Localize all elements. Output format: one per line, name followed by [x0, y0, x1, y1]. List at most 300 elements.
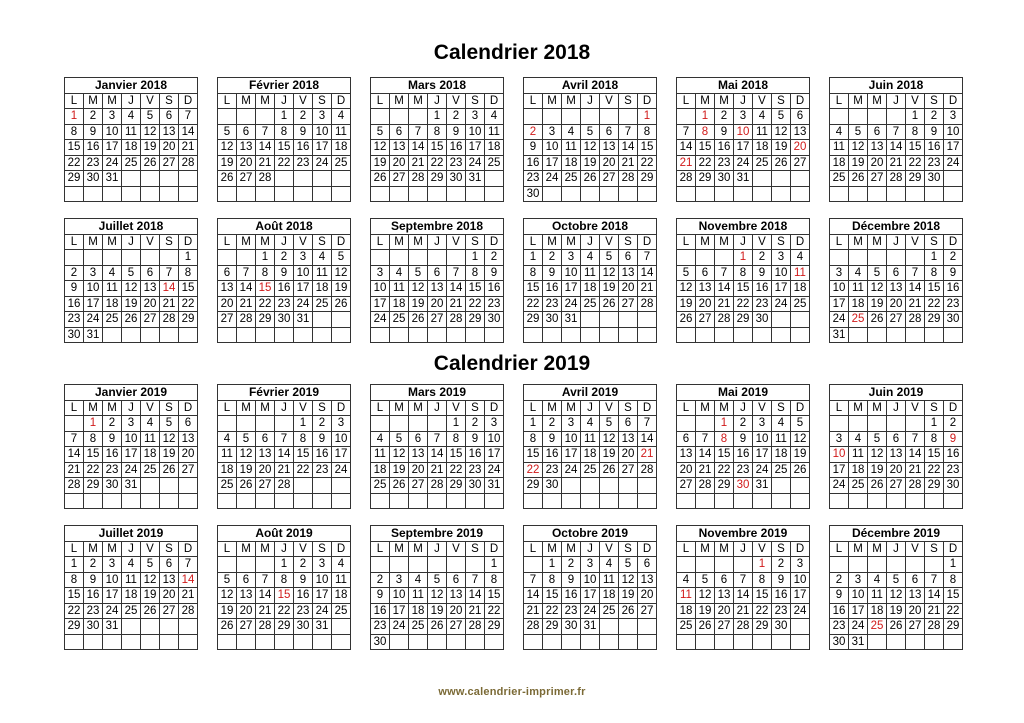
- day-cell: 19: [868, 462, 887, 478]
- day-cell: 11: [485, 124, 504, 140]
- day-cell: 11: [409, 588, 428, 604]
- day-cell: 24: [294, 296, 313, 312]
- day-cell: 3: [103, 109, 122, 125]
- weekday-header: M: [390, 234, 409, 250]
- weekday-header: S: [925, 400, 944, 416]
- day-cell: 17: [313, 140, 332, 156]
- day-cell: [619, 619, 638, 635]
- weekday-header: M: [237, 93, 256, 109]
- day-cell: 25: [600, 603, 619, 619]
- day-cell: 22: [275, 603, 294, 619]
- day-cell: 25: [103, 312, 122, 328]
- day-cell: 25: [849, 478, 868, 494]
- day-cell: [390, 416, 409, 432]
- day-cell: [409, 186, 428, 202]
- day-cell: 16: [65, 296, 84, 312]
- day-cell: 24: [944, 155, 963, 171]
- day-cell: [868, 250, 887, 266]
- day-cell: [734, 327, 753, 343]
- day-cell: 31: [466, 171, 485, 187]
- day-cell: [371, 416, 390, 432]
- weekday-header: V: [906, 541, 925, 557]
- day-cell: 23: [524, 171, 543, 187]
- day-cell: 16: [485, 281, 504, 297]
- month-2018-4: [523, 77, 657, 202]
- day-cell: [65, 493, 84, 509]
- day-cell: [600, 327, 619, 343]
- weekday-header: M: [84, 93, 103, 109]
- weekday-header: S: [772, 541, 791, 557]
- day-cell: 6: [447, 572, 466, 588]
- weekday-header: M: [103, 234, 122, 250]
- day-cell: 12: [772, 124, 791, 140]
- day-cell: 3: [772, 250, 791, 266]
- day-cell: 12: [122, 281, 141, 297]
- day-cell: 25: [371, 478, 390, 494]
- weekday-header: D: [485, 93, 504, 109]
- weekday-header: L: [524, 234, 543, 250]
- day-cell: [543, 493, 562, 509]
- day-cell: 9: [944, 431, 963, 447]
- day-cell: 27: [887, 312, 906, 328]
- day-cell: 22: [524, 462, 543, 478]
- day-cell: [638, 493, 657, 509]
- day-cell: 5: [218, 572, 237, 588]
- day-cell: 24: [830, 478, 849, 494]
- day-cell: 25: [141, 462, 160, 478]
- weekday-header: L: [65, 234, 84, 250]
- day-cell: 4: [332, 557, 351, 573]
- day-cell: 18: [390, 296, 409, 312]
- day-cell: 2: [84, 557, 103, 573]
- day-cell: 10: [734, 124, 753, 140]
- day-cell: 4: [600, 557, 619, 573]
- day-cell: 3: [944, 109, 963, 125]
- day-cell: [906, 493, 925, 509]
- month-title: Novembre 2018: [677, 219, 810, 235]
- weekday-header: V: [753, 93, 772, 109]
- day-cell: 1: [524, 250, 543, 266]
- month-title: Septembre 2018: [371, 219, 504, 235]
- day-cell: 7: [715, 265, 734, 281]
- day-cell: 22: [65, 155, 84, 171]
- day-cell: 26: [600, 296, 619, 312]
- day-cell: [332, 327, 351, 343]
- day-cell: 2: [753, 250, 772, 266]
- weekday-header: M: [237, 541, 256, 557]
- day-cell: 9: [772, 572, 791, 588]
- weekday-header: M: [256, 234, 275, 250]
- weekday-header: D: [332, 234, 351, 250]
- day-cell: 6: [409, 431, 428, 447]
- day-cell: [160, 619, 179, 635]
- day-cell: 14: [734, 588, 753, 604]
- day-cell: 21: [65, 462, 84, 478]
- day-cell: 7: [619, 124, 638, 140]
- day-cell: 16: [447, 140, 466, 156]
- day-cell: 11: [581, 431, 600, 447]
- day-cell: [294, 186, 313, 202]
- day-cell: 5: [600, 416, 619, 432]
- day-cell: [600, 634, 619, 650]
- day-cell: [179, 493, 198, 509]
- day-cell: 31: [84, 327, 103, 343]
- weekday-header: L: [524, 400, 543, 416]
- day-cell: [791, 171, 810, 187]
- day-cell: [868, 327, 887, 343]
- day-cell: [791, 493, 810, 509]
- weekday-header: D: [791, 400, 810, 416]
- day-cell: [849, 416, 868, 432]
- day-cell: [562, 186, 581, 202]
- day-cell: 28: [677, 171, 696, 187]
- day-cell: 21: [638, 281, 657, 297]
- day-cell: 7: [179, 109, 198, 125]
- day-cell: [141, 327, 160, 343]
- day-cell: 9: [103, 431, 122, 447]
- day-cell: 5: [772, 109, 791, 125]
- day-cell: 8: [524, 431, 543, 447]
- day-cell: 10: [830, 281, 849, 297]
- day-cell: 6: [715, 572, 734, 588]
- day-cell: 25: [409, 619, 428, 635]
- weekday-header: M: [849, 400, 868, 416]
- day-cell: 8: [696, 124, 715, 140]
- weekday-header: M: [849, 234, 868, 250]
- day-cell: 1: [925, 416, 944, 432]
- day-cell: 29: [447, 478, 466, 494]
- day-cell: [677, 327, 696, 343]
- day-cell: [179, 186, 198, 202]
- day-cell: 28: [925, 619, 944, 635]
- day-cell: [772, 634, 791, 650]
- day-cell: 11: [313, 265, 332, 281]
- day-cell: 5: [237, 431, 256, 447]
- month-title: Mars 2019: [371, 385, 504, 401]
- day-cell: 26: [677, 312, 696, 328]
- day-cell: 2: [524, 124, 543, 140]
- day-cell: 9: [830, 588, 849, 604]
- day-cell: [237, 327, 256, 343]
- day-cell: 6: [160, 557, 179, 573]
- day-cell: [428, 327, 447, 343]
- weekday-header: V: [141, 93, 160, 109]
- day-cell: 15: [65, 588, 84, 604]
- day-cell: [619, 327, 638, 343]
- weekday-header: M: [409, 93, 428, 109]
- day-cell: 17: [466, 140, 485, 156]
- day-cell: 12: [390, 447, 409, 463]
- day-cell: [447, 250, 466, 266]
- day-cell: 3: [562, 416, 581, 432]
- weekday-header: M: [849, 93, 868, 109]
- day-cell: 18: [313, 281, 332, 297]
- day-cell: 15: [275, 140, 294, 156]
- day-cell: 5: [122, 265, 141, 281]
- day-cell: 24: [543, 171, 562, 187]
- weekday-header: M: [409, 234, 428, 250]
- day-cell: [218, 186, 237, 202]
- day-cell: 14: [237, 281, 256, 297]
- day-cell: 28: [638, 462, 657, 478]
- day-cell: 9: [313, 431, 332, 447]
- day-cell: [753, 186, 772, 202]
- month-title: Février 2019: [218, 385, 351, 401]
- day-cell: 16: [925, 140, 944, 156]
- day-cell: 19: [160, 447, 179, 463]
- day-cell: [887, 634, 906, 650]
- day-cell: [332, 171, 351, 187]
- day-cell: 7: [677, 124, 696, 140]
- day-cell: 15: [65, 140, 84, 156]
- day-cell: [275, 493, 294, 509]
- day-cell: [84, 493, 103, 509]
- day-cell: 24: [849, 619, 868, 635]
- day-cell: 2: [944, 250, 963, 266]
- weekday-header: J: [122, 400, 141, 416]
- day-cell: 25: [753, 155, 772, 171]
- day-cell: [371, 327, 390, 343]
- day-cell: 4: [581, 250, 600, 266]
- day-cell: [485, 171, 504, 187]
- weekday-header: J: [428, 541, 447, 557]
- day-cell: 7: [447, 265, 466, 281]
- month-title: Mars 2018: [371, 78, 504, 94]
- day-cell: 23: [313, 462, 332, 478]
- day-cell: [447, 186, 466, 202]
- day-cell: 26: [371, 171, 390, 187]
- weekday-header: V: [447, 234, 466, 250]
- month-2019-9: [370, 525, 504, 650]
- weekday-header: M: [390, 400, 409, 416]
- day-cell: 10: [830, 447, 849, 463]
- day-cell: 27: [619, 296, 638, 312]
- day-cell: [619, 478, 638, 494]
- day-cell: 22: [428, 155, 447, 171]
- day-cell: 11: [122, 572, 141, 588]
- weekday-header: V: [600, 93, 619, 109]
- day-cell: 1: [65, 109, 84, 125]
- weekday-header: D: [944, 541, 963, 557]
- weekday-header: M: [696, 93, 715, 109]
- day-cell: 27: [218, 312, 237, 328]
- day-cell: 11: [791, 265, 810, 281]
- day-cell: 10: [332, 431, 351, 447]
- day-cell: 24: [791, 603, 810, 619]
- day-cell: 16: [715, 140, 734, 156]
- day-cell: [141, 250, 160, 266]
- day-cell: 31: [485, 478, 504, 494]
- day-cell: 26: [868, 478, 887, 494]
- day-cell: 27: [677, 478, 696, 494]
- day-cell: [141, 186, 160, 202]
- day-cell: 25: [581, 296, 600, 312]
- day-cell: 22: [447, 462, 466, 478]
- day-cell: 7: [160, 265, 179, 281]
- day-cell: 19: [371, 155, 390, 171]
- day-cell: 24: [562, 296, 581, 312]
- day-cell: 16: [944, 281, 963, 297]
- day-cell: 29: [715, 478, 734, 494]
- weekday-header: J: [122, 541, 141, 557]
- day-cell: [65, 634, 84, 650]
- day-cell: 18: [772, 447, 791, 463]
- month-title: Mai 2018: [677, 78, 810, 94]
- day-cell: [868, 416, 887, 432]
- day-cell: 25: [830, 171, 849, 187]
- day-cell: [237, 186, 256, 202]
- day-cell: [218, 327, 237, 343]
- day-cell: 27: [447, 619, 466, 635]
- day-cell: [160, 493, 179, 509]
- day-cell: 30: [925, 171, 944, 187]
- weekday-header: J: [581, 541, 600, 557]
- day-cell: 24: [830, 312, 849, 328]
- day-cell: [466, 186, 485, 202]
- day-cell: 15: [906, 140, 925, 156]
- day-cell: 3: [849, 572, 868, 588]
- day-cell: 12: [868, 447, 887, 463]
- day-cell: 21: [237, 296, 256, 312]
- day-cell: [887, 327, 906, 343]
- day-cell: 22: [715, 462, 734, 478]
- day-cell: 8: [638, 124, 657, 140]
- day-cell: 13: [409, 447, 428, 463]
- day-cell: 13: [179, 431, 198, 447]
- day-cell: 2: [371, 572, 390, 588]
- day-cell: 8: [715, 431, 734, 447]
- day-cell: [428, 557, 447, 573]
- day-cell: 29: [753, 619, 772, 635]
- day-cell: [849, 250, 868, 266]
- weekday-header: J: [887, 400, 906, 416]
- day-cell: 13: [237, 140, 256, 156]
- footer-url[interactable]: www.calendrier-imprimer.fr: [438, 686, 586, 698]
- day-cell: [696, 327, 715, 343]
- day-cell: 8: [925, 265, 944, 281]
- day-cell: [84, 186, 103, 202]
- day-cell: 16: [543, 281, 562, 297]
- day-cell: 12: [619, 572, 638, 588]
- day-cell: [466, 634, 485, 650]
- day-cell: [409, 109, 428, 125]
- day-cell: [715, 493, 734, 509]
- day-cell: [638, 186, 657, 202]
- weekday-header: V: [906, 234, 925, 250]
- day-cell: 18: [581, 447, 600, 463]
- day-cell: 6: [218, 265, 237, 281]
- day-cell: [179, 327, 198, 343]
- day-cell: 22: [925, 296, 944, 312]
- day-cell: 21: [906, 462, 925, 478]
- day-cell: 15: [524, 447, 543, 463]
- day-cell: 12: [218, 140, 237, 156]
- day-cell: 17: [830, 296, 849, 312]
- day-cell: [925, 186, 944, 202]
- day-cell: [103, 186, 122, 202]
- day-cell: 10: [581, 572, 600, 588]
- weekday-header: L: [524, 93, 543, 109]
- day-cell: 6: [141, 265, 160, 281]
- day-cell: 6: [619, 416, 638, 432]
- day-cell: 9: [944, 265, 963, 281]
- day-cell: [160, 171, 179, 187]
- day-cell: [638, 619, 657, 635]
- day-cell: 17: [581, 588, 600, 604]
- day-cell: 20: [906, 603, 925, 619]
- day-cell: 7: [887, 124, 906, 140]
- day-cell: 11: [677, 588, 696, 604]
- day-cell: 24: [313, 155, 332, 171]
- day-cell: 17: [332, 447, 351, 463]
- day-cell: 25: [562, 171, 581, 187]
- day-cell: 3: [103, 557, 122, 573]
- year-title-2018: Calendrier 2018: [433, 41, 591, 64]
- day-cell: 14: [256, 588, 275, 604]
- day-cell: 9: [84, 572, 103, 588]
- day-cell: [160, 186, 179, 202]
- day-cell: [65, 250, 84, 266]
- day-cell: 19: [677, 296, 696, 312]
- day-cell: 19: [218, 603, 237, 619]
- day-cell: 18: [371, 462, 390, 478]
- weekday-header: V: [294, 93, 313, 109]
- day-cell: [906, 186, 925, 202]
- day-cell: 10: [103, 124, 122, 140]
- day-cell: 2: [466, 416, 485, 432]
- day-cell: 18: [218, 462, 237, 478]
- day-cell: 2: [715, 109, 734, 125]
- day-cell: 15: [179, 281, 198, 297]
- day-cell: 28: [237, 312, 256, 328]
- day-cell: [103, 634, 122, 650]
- day-cell: [944, 186, 963, 202]
- day-cell: 16: [84, 140, 103, 156]
- day-cell: [696, 557, 715, 573]
- day-cell: 24: [581, 603, 600, 619]
- day-cell: 31: [103, 619, 122, 635]
- month-2018-9: [370, 218, 504, 343]
- day-cell: [485, 327, 504, 343]
- day-cell: 29: [925, 478, 944, 494]
- day-cell: 15: [275, 588, 294, 604]
- weekday-header: M: [715, 93, 734, 109]
- day-cell: 8: [944, 572, 963, 588]
- day-cell: 27: [868, 171, 887, 187]
- day-cell: [84, 634, 103, 650]
- day-cell: 4: [562, 124, 581, 140]
- day-cell: 3: [294, 250, 313, 266]
- day-cell: 8: [275, 124, 294, 140]
- day-cell: 4: [581, 416, 600, 432]
- day-cell: [103, 327, 122, 343]
- day-cell: [141, 634, 160, 650]
- day-cell: 29: [543, 619, 562, 635]
- day-cell: 3: [562, 250, 581, 266]
- month-2018-3: [370, 77, 504, 202]
- day-cell: [830, 250, 849, 266]
- day-cell: 12: [791, 431, 810, 447]
- day-cell: 27: [600, 171, 619, 187]
- day-cell: [868, 634, 887, 650]
- weekday-header: D: [638, 400, 657, 416]
- day-cell: [524, 557, 543, 573]
- day-cell: 16: [275, 281, 294, 297]
- day-cell: 21: [638, 447, 657, 463]
- day-cell: 19: [772, 140, 791, 156]
- weekday-header: L: [65, 541, 84, 557]
- day-cell: 12: [581, 140, 600, 156]
